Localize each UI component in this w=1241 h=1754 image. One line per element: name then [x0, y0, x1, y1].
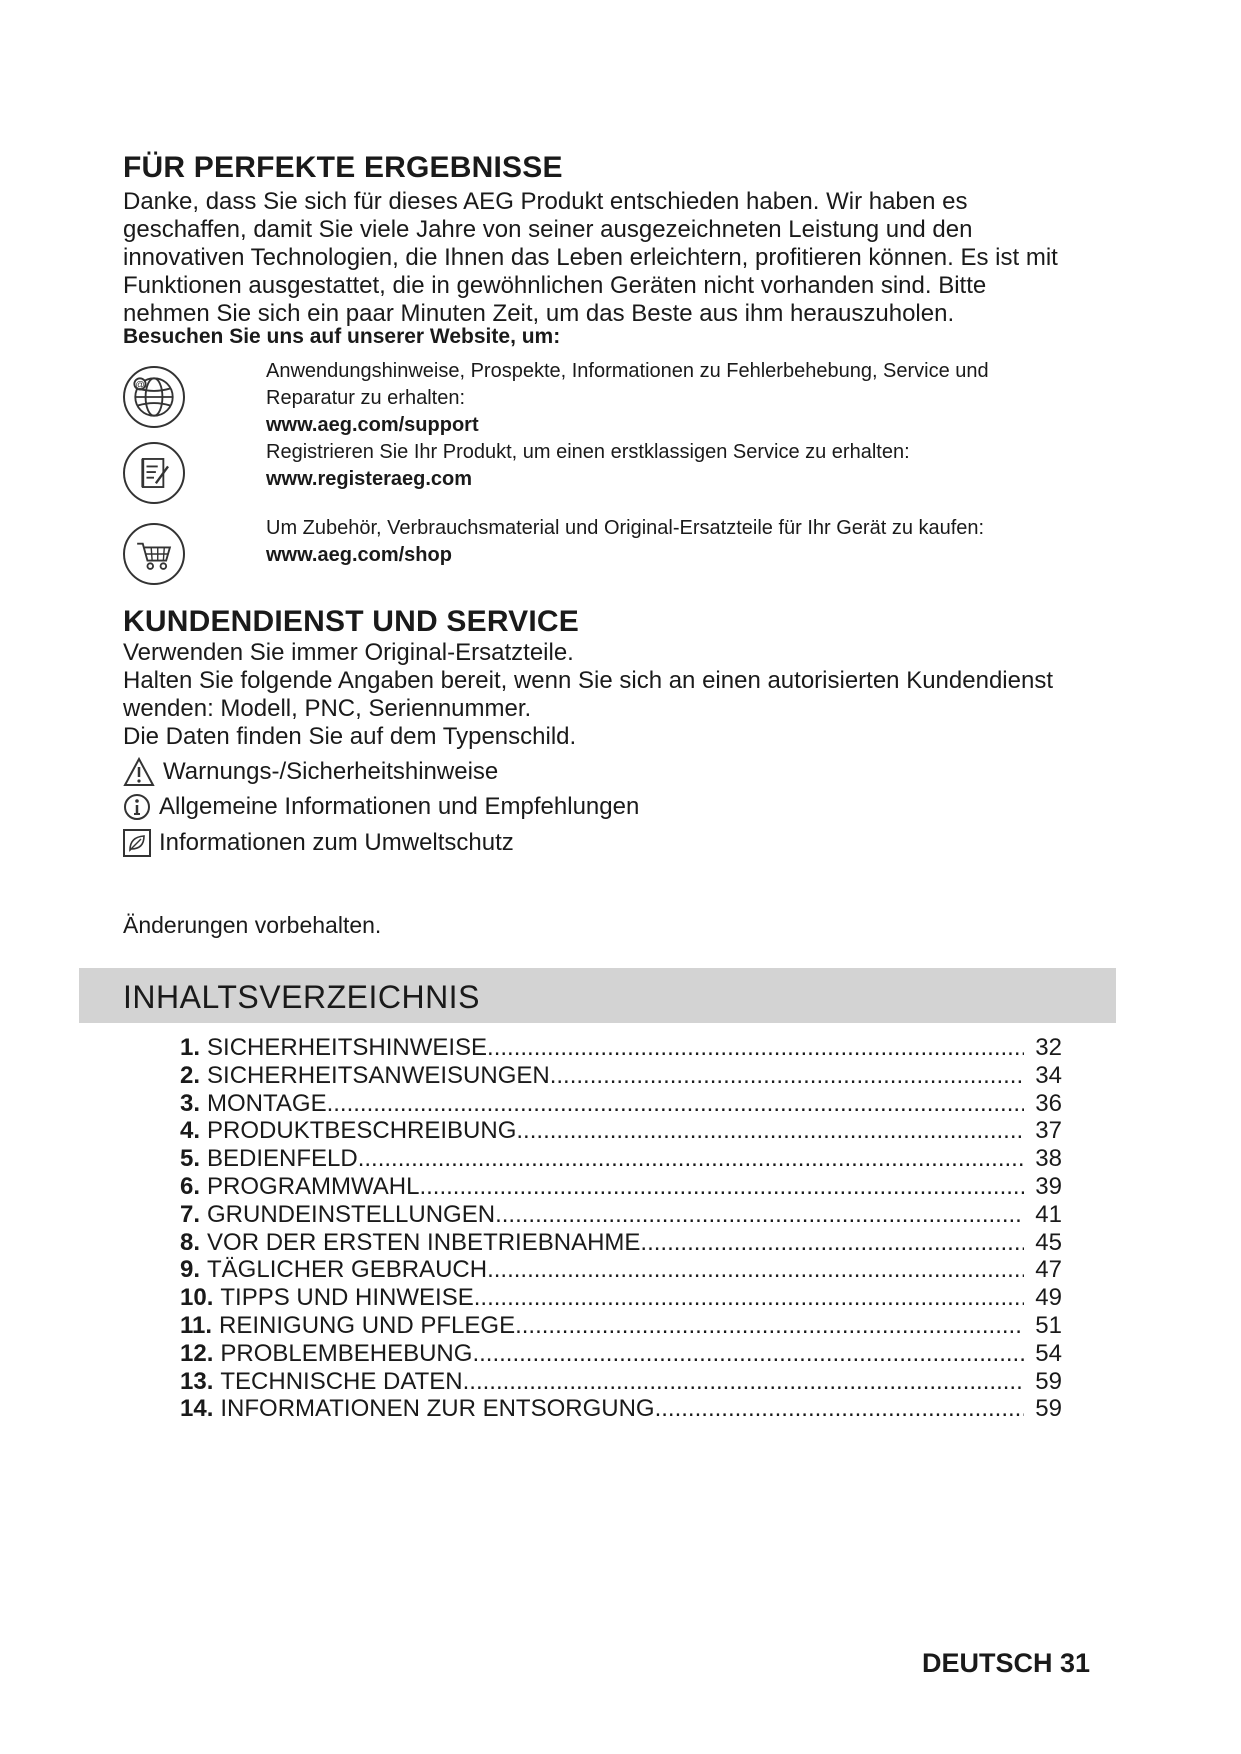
toc-dot-leader [474, 1284, 1024, 1312]
toc-entry-label: TIPPS UND HINWEISE [220, 1284, 474, 1312]
legend-label: Allgemeine Informationen und Empfehlungen [159, 793, 640, 820]
svg-text:@: @ [135, 379, 145, 390]
website-item-text: Registrieren Sie Ihr Produkt, um einen erstklassigen Service zu erhalten: [266, 441, 910, 463]
toc-dot-leader [358, 1145, 1024, 1173]
service-line: Die Daten finden Sie auf dem Typenschild. [123, 723, 577, 750]
intro-line: innovativen Technologien, die Ihnen das Leben erleichtern, profitieren können. Es ist mit [123, 244, 1058, 271]
toc-entry-number: 13. [180, 1367, 214, 1395]
toc-dot-leader [327, 1090, 1024, 1118]
toc-dot-leader [640, 1229, 1024, 1257]
intro-line: Funktionen ausgestattet, die in gewöhnlichen Geräten nicht vorhanden sind. Bitte [123, 272, 987, 299]
toc-entry-number: 14. [180, 1395, 214, 1423]
website-heading: Besuchen Sie uns auf unserer Website, um: [123, 325, 561, 348]
toc-entry[interactable] [180, 1090, 1062, 1118]
toc-entry-number: 9. [180, 1256, 201, 1284]
register-link[interactable]: www.registeraeg.com [266, 468, 472, 490]
register-notepad-icon [123, 442, 185, 504]
globe-icon [123, 366, 185, 428]
toc-entry-number: 11. [180, 1311, 213, 1339]
toc-entry-label: PROBLEMBEHEBUNG [220, 1339, 473, 1367]
toc-entry-page: 47 [1035, 1256, 1062, 1284]
toc-entry[interactable] [180, 1201, 1062, 1229]
toc-entry-number: 5. [180, 1145, 201, 1173]
toc-entry-label: REINIGUNG UND PFLEGE [219, 1311, 516, 1339]
section-title-perfect-results: FÜR PERFEKTE ERGEBNISSE [123, 151, 563, 184]
toc-entry-page: 51 [1035, 1311, 1062, 1339]
toc-title: INHALTSVERZEICHNIS [123, 979, 480, 1015]
toc-entry[interactable] [180, 1284, 1062, 1312]
shopping-cart-icon [123, 523, 185, 585]
legend-warning [123, 757, 498, 787]
toc-entry-number: 1. [180, 1034, 201, 1061]
footer-page-label: DEUTSCH 31 [922, 1648, 1091, 1678]
legend-label: Warnungs-/Sicherheitshinweise [163, 758, 499, 785]
toc-entry[interactable] [180, 1062, 1062, 1090]
toc-entry-label: GRUNDEINSTELLUNGEN [207, 1200, 496, 1228]
toc-dot-leader [472, 1340, 1024, 1368]
legend-environment [123, 829, 514, 857]
toc-entry[interactable] [180, 1368, 1062, 1396]
website-item-text: Reparatur zu erhalten: [266, 387, 466, 409]
toc-entry[interactable] [180, 1117, 1062, 1145]
toc-entry-label: TECHNISCHE DATEN [220, 1367, 463, 1395]
toc-entry-page: 41 [1035, 1200, 1062, 1228]
toc-entry-label: TÄGLICHER GEBRAUCH [207, 1256, 488, 1284]
website-item-text: Um Zubehör, Verbrauchsmaterial und Original-Ersatzteile für Ihr Gerät zu kaufen: [266, 517, 985, 539]
toc-entry-number: 10. [180, 1284, 214, 1312]
legend-info [123, 793, 639, 821]
toc-entry-label: PRODUKTBESCHREIBUNG [207, 1117, 517, 1145]
toc-entry-page: 36 [1035, 1089, 1062, 1117]
toc-entry-page: 45 [1035, 1228, 1062, 1256]
toc-entry-page: 38 [1035, 1145, 1062, 1173]
toc-entry-page: 59 [1035, 1395, 1062, 1423]
toc-entry-number: 7. [180, 1200, 201, 1228]
website-item-text: Anwendungshinweise, Prospekte, Informationen zu Fehlerbehebung, Service und [266, 360, 989, 382]
toc-entry-number: 2. [180, 1061, 201, 1089]
toc-dot-leader [515, 1312, 1024, 1340]
toc-entry-label: INFORMATIONEN ZUR ENTSORGUNG [220, 1395, 655, 1423]
toc-entry-label: VOR DER ERSTEN INBETRIEBNAHME [207, 1228, 641, 1256]
toc-entry-label: BEDIENFELD [207, 1145, 358, 1173]
toc-entry[interactable] [180, 1395, 1062, 1423]
toc-entry-number: 8. [180, 1228, 201, 1256]
section-title-customer-service: KUNDENDIENST UND SERVICE [123, 605, 579, 638]
support-link[interactable]: www.aeg.com/support [266, 414, 479, 436]
service-line: wenden: Modell, PNC, Seriennummer. [123, 695, 532, 722]
legend-label: Informationen zum Umweltschutz [159, 829, 514, 856]
toc-entry-page: 34 [1035, 1061, 1062, 1089]
toc-entry[interactable] [180, 1312, 1062, 1340]
toc-entry-number: 3. [180, 1089, 201, 1117]
toc-entry-page: 32 [1035, 1034, 1062, 1061]
toc-dot-leader [495, 1201, 1024, 1229]
toc-dot-leader [463, 1368, 1024, 1396]
service-line: Verwenden Sie immer Original-Ersatzteile. [123, 639, 574, 666]
toc-entry-number: 4. [180, 1117, 201, 1145]
toc-entry[interactable] [180, 1145, 1062, 1173]
info-icon [123, 793, 151, 821]
toc-entry[interactable] [180, 1173, 1062, 1201]
leaf-environment-icon [123, 829, 151, 857]
toc-dot-leader [516, 1117, 1024, 1145]
toc-entry-page: 54 [1035, 1339, 1062, 1367]
toc-entry-label: SICHERHEITSANWEISUNGEN [207, 1061, 550, 1089]
toc-dot-leader [419, 1173, 1024, 1201]
toc-entry[interactable] [180, 1034, 1062, 1062]
toc-dot-leader [655, 1395, 1024, 1423]
website-item-shop [266, 515, 984, 569]
website-item-register [266, 439, 910, 493]
toc-entry-label: PROGRAMMWAHL [207, 1172, 420, 1200]
toc-entry-label: SICHERHEITSHINWEISE [207, 1034, 488, 1061]
intro-paragraph [123, 188, 1123, 328]
toc-entry[interactable] [180, 1340, 1062, 1368]
website-item-support [266, 358, 989, 439]
toc-dot-leader [487, 1034, 1024, 1062]
service-paragraph [123, 639, 1123, 751]
toc-list [180, 1034, 1062, 1423]
toc-entry-label: MONTAGE [207, 1089, 327, 1117]
toc-entry-page: 49 [1035, 1284, 1062, 1312]
service-line: Halten Sie folgende Angaben bereit, wenn Sie sich an einen autorisierten Kundendienst [123, 667, 1053, 694]
intro-line: geschaffen, damit Sie viele Jahre von seiner ausgezeichneten Leistung und den [123, 216, 973, 243]
toc-entry-number: 6. [180, 1172, 201, 1200]
toc-entry-page: 39 [1035, 1172, 1062, 1200]
toc-dot-leader [487, 1256, 1024, 1284]
intro-line: Danke, dass Sie sich für dieses AEG Produkt entschieden haben. Wir haben es [123, 188, 968, 215]
intro-line: nehmen Sie sich ein paar Minuten Zeit, um das Beste aus ihm herauszuholen. [123, 300, 955, 327]
toc-entry[interactable] [180, 1229, 1062, 1257]
shop-link[interactable]: www.aeg.com/shop [266, 544, 452, 566]
changes-note: Änderungen vorbehalten. [123, 912, 382, 938]
toc-entry-page: 59 [1035, 1367, 1062, 1395]
toc-entry-page: 37 [1035, 1117, 1062, 1145]
toc-entry[interactable] [180, 1256, 1062, 1284]
toc-entry-number: 12. [180, 1339, 214, 1367]
toc-dot-leader [550, 1062, 1024, 1090]
warning-triangle-icon [123, 757, 155, 787]
